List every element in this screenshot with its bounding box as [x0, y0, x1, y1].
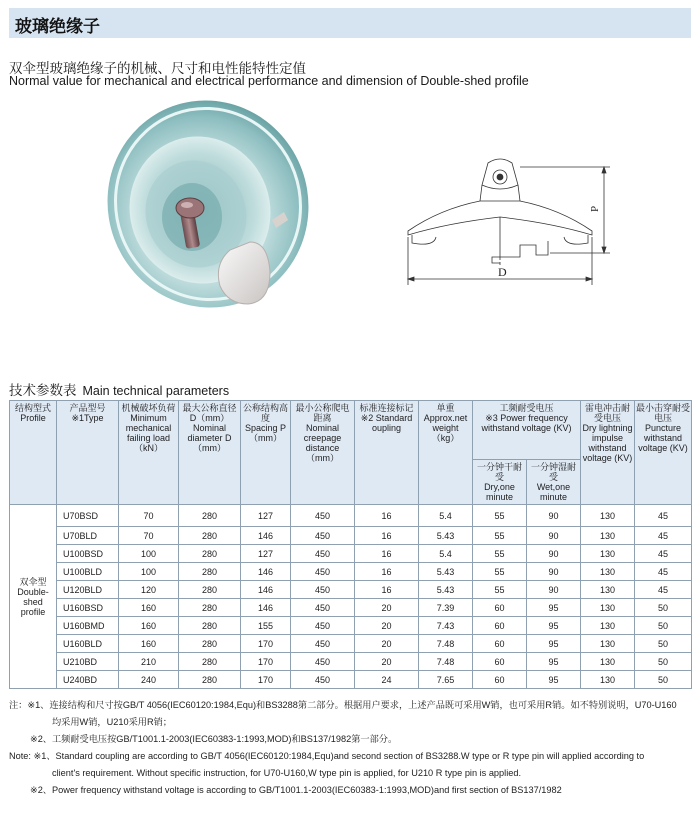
cell-dry: 55 — [473, 527, 527, 545]
cell-lightning: 130 — [581, 635, 635, 653]
header-coupling: 标准连接标记 ※2 Standard oupling — [355, 401, 419, 505]
cell-puncture: 45 — [635, 581, 692, 599]
header-lightning: 雷电冲击耐受电压 Dry lightning impulse withstand voltage (KV) — [581, 401, 635, 505]
cell-load: 100 — [119, 563, 179, 581]
cell-spacing: 146 — [241, 527, 291, 545]
dimension-drawing — [400, 155, 615, 300]
cell-lightning: 130 — [581, 545, 635, 563]
header-diameter: 最大公称直径 D（mm） Nominal diameter D（mm） — [179, 401, 241, 505]
cell-type: U120BLD — [57, 581, 119, 599]
cell-load: 70 — [119, 505, 179, 527]
cell-coupling: 16 — [355, 581, 419, 599]
cell-dry: 55 — [473, 545, 527, 563]
subtitle-en: Normal value for mechanical and electrical performance and dimension of Double-shed profile — [9, 74, 529, 88]
cell-lightning: 130 — [581, 527, 635, 545]
cell-creepage: 450 — [291, 581, 355, 599]
table-row — [10, 671, 692, 689]
cell-spacing: 170 — [241, 653, 291, 671]
subtitle-cn: 双伞型玻璃绝缘子的机械、尺寸和电性能特性定值 — [9, 61, 306, 76]
cell-coupling: 16 — [355, 545, 419, 563]
cell-coupling: 16 — [355, 563, 419, 581]
cell-diameter: 280 — [179, 635, 241, 653]
cell-creepage: 450 — [291, 599, 355, 617]
cell-coupling: 16 — [355, 527, 419, 545]
cell-spacing: 127 — [241, 545, 291, 563]
cell-load: 240 — [119, 671, 179, 689]
cell-lightning: 130 — [581, 653, 635, 671]
cell-lightning: 130 — [581, 505, 635, 527]
cell-coupling: 20 — [355, 617, 419, 635]
cell-weight: 7.65 — [419, 671, 473, 689]
cell-coupling: 20 — [355, 653, 419, 671]
table-row — [10, 545, 692, 563]
section-title — [9, 379, 229, 399]
cell-puncture: 50 — [635, 635, 692, 653]
cell-coupling: 16 — [355, 505, 419, 527]
header-puncture: 最小击穿耐受电压 Puncture withstand voltage (KV) — [635, 401, 692, 505]
cell-wet: 90 — [527, 527, 581, 545]
cell-coupling: 20 — [355, 635, 419, 653]
cell-spacing: 170 — [241, 671, 291, 689]
cell-weight: 5.4 — [419, 505, 473, 527]
cell-puncture: 50 — [635, 653, 692, 671]
cell-dry: 55 — [473, 563, 527, 581]
cell-lightning: 130 — [581, 599, 635, 617]
header-load: 机械破坏负荷 Minimum mechanical failing load （kN） — [119, 401, 179, 505]
cell-creepage: 450 — [291, 545, 355, 563]
cell-diameter: 280 — [179, 545, 241, 563]
cell-diameter: 280 — [179, 527, 241, 545]
table-row — [10, 563, 692, 581]
cell-puncture: 50 — [635, 599, 692, 617]
cell-type: U160BLD — [57, 635, 119, 653]
cell-type: U100BSD — [57, 545, 119, 563]
note-en-2: ※2、Power frequency withstand voltage is according to GB/T1001.1-2003(IEC60383-1:1993,MOD)and first section of BS137/1982 — [30, 785, 562, 795]
cell-wet: 95 — [527, 635, 581, 653]
cell-load: 160 — [119, 635, 179, 653]
note-cn-1: 注：※1、连接结构和尺寸按GB/T 4056(IEC60120:1984,Equ)和BS3288第二部分。根据用户要求，上述产品既可采用W销，也可采用R销。如不特别说明，U70-U160 — [9, 700, 677, 710]
cell-diameter: 280 — [179, 671, 241, 689]
cell-spacing: 146 — [241, 563, 291, 581]
section-title-en: Main technical parameters — [82, 384, 230, 398]
cell-dry: 60 — [473, 599, 527, 617]
cell-wet: 90 — [527, 563, 581, 581]
header-dry: 一分钟干耐受 Dry,one minute — [473, 460, 527, 505]
cell-dry: 60 — [473, 635, 527, 653]
cell-creepage: 450 — [291, 527, 355, 545]
cell-wet: 95 — [527, 671, 581, 689]
cell-creepage: 450 — [291, 617, 355, 635]
cell-dry: 60 — [473, 617, 527, 635]
cell-coupling: 20 — [355, 599, 419, 617]
cell-weight: 7.48 — [419, 653, 473, 671]
cell-wet: 95 — [527, 653, 581, 671]
notes — [9, 697, 691, 799]
cell-type: U160BMD — [57, 617, 119, 635]
cell-load: 210 — [119, 653, 179, 671]
cell-weight: 5.43 — [419, 563, 473, 581]
page-title: 玻璃绝缘子 — [15, 17, 100, 36]
note-en-1: Note: ※1、Standard coupling are according to GB/T 4056(IEC60120:1984,Equ)and second section of BS3288.W type or R type pin will applied according to — [9, 751, 645, 761]
cell-load: 100 — [119, 545, 179, 563]
cell-type: U160BSD — [57, 599, 119, 617]
cell-lightning: 130 — [581, 581, 635, 599]
table-row — [10, 635, 692, 653]
cell-type: U210BD — [57, 653, 119, 671]
header-type: 产品型号 ※1Type — [57, 401, 119, 505]
cell-lightning: 130 — [581, 617, 635, 635]
cell-spacing: 146 — [241, 581, 291, 599]
cell-dry: 60 — [473, 671, 527, 689]
cell-creepage: 450 — [291, 563, 355, 581]
header-wet: 一分钟湿耐受 Wet,one minute — [527, 460, 581, 505]
profile-cell: 双伞型 Double-shed profile — [10, 505, 57, 689]
cell-diameter: 280 — [179, 599, 241, 617]
cell-puncture: 45 — [635, 545, 692, 563]
cell-weight: 5.43 — [419, 527, 473, 545]
header-spacing: 公称结构高度 Spacing P（mm） — [241, 401, 291, 505]
note-cn-1-cont: 均采用W销，U210采用R销； — [52, 717, 172, 727]
cell-load: 120 — [119, 581, 179, 599]
cell-puncture: 50 — [635, 671, 692, 689]
cell-wet: 95 — [527, 599, 581, 617]
cell-type: U70BSD — [57, 505, 119, 527]
note-cn-2: ※2、工频耐受电压按GB/T1001.1-2003(IEC60383-1:1993,MOD)和BS137/1982第一部分。 — [30, 734, 398, 744]
cell-type: U100BLD — [57, 563, 119, 581]
cell-weight: 5.4 — [419, 545, 473, 563]
insulator-photo — [100, 92, 320, 314]
cell-spacing: 146 — [241, 599, 291, 617]
cell-load: 160 — [119, 617, 179, 635]
cell-wet: 90 — [527, 581, 581, 599]
cell-weight: 7.43 — [419, 617, 473, 635]
table-row — [10, 505, 692, 527]
cell-spacing: 127 — [241, 505, 291, 527]
cell-dry: 55 — [473, 505, 527, 527]
drawing-label-p: P — [589, 205, 601, 212]
cell-type: U240BD — [57, 671, 119, 689]
cell-weight: 5.43 — [419, 581, 473, 599]
cell-load: 160 — [119, 599, 179, 617]
cell-diameter: 280 — [179, 653, 241, 671]
cell-lightning: 130 — [581, 671, 635, 689]
header-creepage: 最小公称爬电距离 Nominal creepage distance （mm） — [291, 401, 355, 505]
cell-diameter: 280 — [179, 505, 241, 527]
cell-weight: 7.48 — [419, 635, 473, 653]
table-row — [10, 581, 692, 599]
drawing-label-d: D — [498, 265, 507, 279]
cell-wet: 90 — [527, 505, 581, 527]
cell-load: 70 — [119, 527, 179, 545]
cell-puncture: 45 — [635, 563, 692, 581]
spec-table — [9, 400, 692, 689]
cell-weight: 7.39 — [419, 599, 473, 617]
table-row — [10, 617, 692, 635]
header-weight: 单重 Approx.net weight （kg） — [419, 401, 473, 505]
cell-diameter: 280 — [179, 563, 241, 581]
cell-dry: 60 — [473, 653, 527, 671]
cell-creepage: 450 — [291, 653, 355, 671]
cell-dry: 55 — [473, 581, 527, 599]
table-row — [10, 599, 692, 617]
cell-diameter: 280 — [179, 617, 241, 635]
cell-puncture: 50 — [635, 617, 692, 635]
cell-wet: 95 — [527, 617, 581, 635]
cell-type: U70BLD — [57, 527, 119, 545]
table-row — [10, 527, 692, 545]
header-profile: 结构型式 Profile — [10, 401, 57, 505]
cell-creepage: 450 — [291, 505, 355, 527]
note-en-1-cont: client's requirement. Without specific instruction, for U70-U160,W type pin is applied, for U210 R type pin is applied. — [52, 768, 522, 778]
table-row — [10, 653, 692, 671]
cell-spacing: 155 — [241, 617, 291, 635]
cell-diameter: 280 — [179, 581, 241, 599]
cell-puncture: 45 — [635, 527, 692, 545]
cell-spacing: 170 — [241, 635, 291, 653]
section-title-cn: 技术参数表 — [9, 383, 77, 398]
header-power-frequency: 工频耐受电压 ※3 Power frequency withstand voltage (KV) — [473, 401, 581, 460]
cell-creepage: 450 — [291, 635, 355, 653]
cell-lightning: 130 — [581, 563, 635, 581]
cell-coupling: 24 — [355, 671, 419, 689]
cell-puncture: 45 — [635, 505, 692, 527]
cell-wet: 90 — [527, 545, 581, 563]
cell-creepage: 450 — [291, 671, 355, 689]
page-title-bar — [9, 8, 691, 38]
